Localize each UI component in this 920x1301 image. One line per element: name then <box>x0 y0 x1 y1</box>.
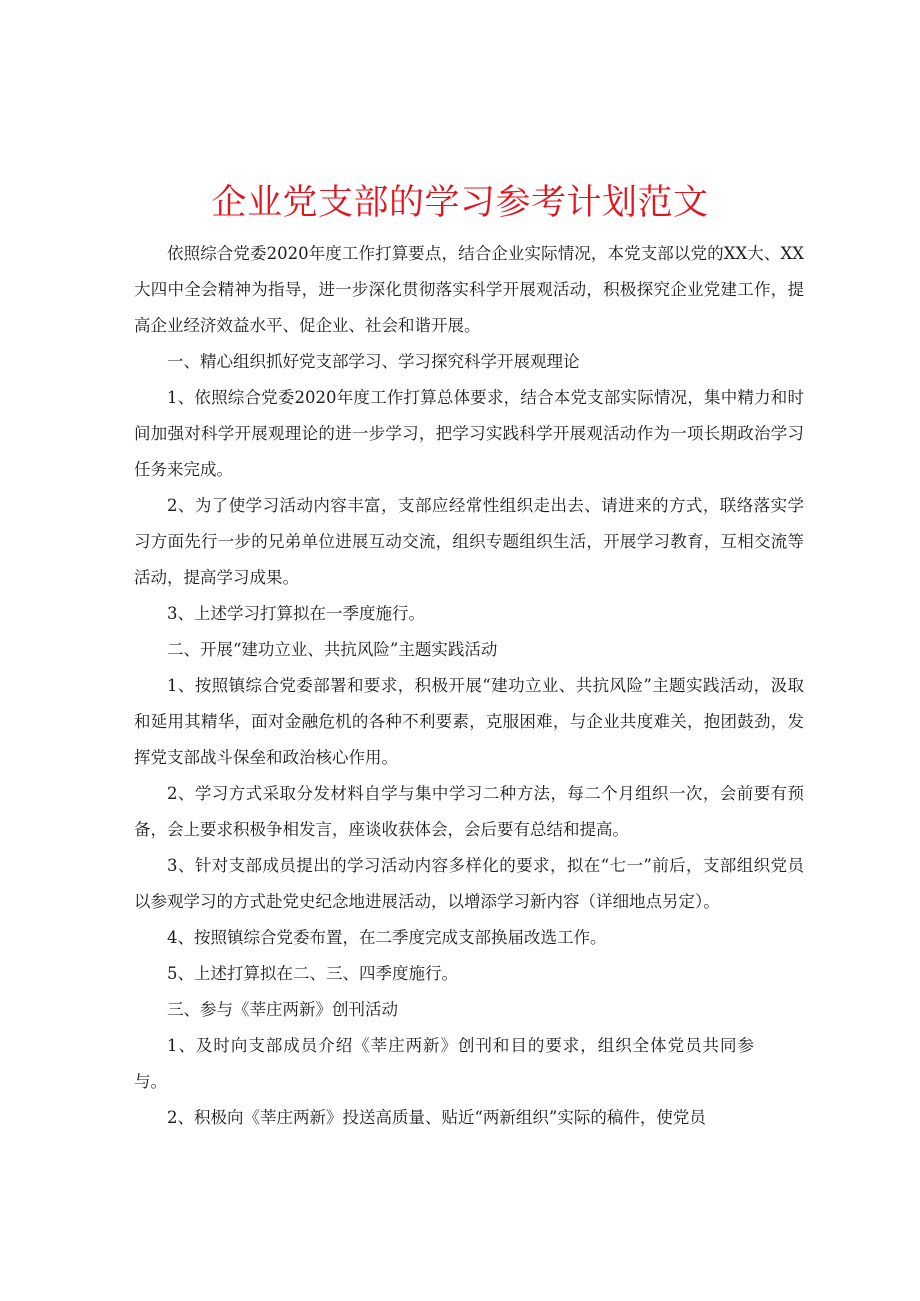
section-1-item-1: 1、依照综合党委2020年度工作打算总体要求，结合本党支部实际情况，集中精力和时间加强对科学开展观理论的进一步学习，把学习实践科学开展观活动作为一项长期政治学习任务来完成。 <box>134 388 804 479</box>
section-heading-2: 二、开展“建功立业、共抗风险”主题实践活动 <box>167 640 498 659</box>
section-3-item-2: 2、积极向《莘庄两新》投送高质量、贴近“两新组织”实际的稿件，使党员 <box>167 1108 706 1127</box>
section-2-item-4: 4、按照镇综合党委布置，在二季度完成支部换届改选工作。 <box>167 928 607 947</box>
document-body <box>134 236 804 1136</box>
section-heading-1: 一、精心组织抓好党支部学习、学习探究科学开展观理论 <box>167 352 580 371</box>
section-heading-3: 三、参与《莘庄两新》创刊活动 <box>167 1000 398 1019</box>
section-2-item-1: 1、按照镇综合党委部署和要求，积极开展“建功立业、共抗风险”主题实践活动，汲取和延用其精华，面对金融危机的各种不利要素，克服困难，与企业共度难关，抱团鼓劲，发挥党支部战斗保垒和政治核心作用。 <box>134 676 804 767</box>
section-1-item-3: 3、上述学习打算拟在一季度施行。 <box>167 604 425 623</box>
section-2-item-5: 5、上述打算拟在二、三、四季度施行。 <box>167 964 458 983</box>
intro-paragraph: 依照综合党委2020年度工作打算要点，结合企业实际情况，本党支部以党的XX大、XX大四中全会精神为指导，进一步深化贯彻落实科学开展观活动，积极探究企业党建工作，提高企业经济效益水平、促企业、社会和谐开展。 <box>134 244 804 335</box>
section-2-item-2: 2、学习方式采取分发材料自学与集中学习二种方法，每二个月组织一次，会前要有预备，会上要求积极争相发言，座谈收获体会，会后要有总结和提高。 <box>134 784 804 839</box>
section-2-item-3: 3、针对支部成员提出的学习活动内容多样化的要求，拟在“七一”前后，支部组织党员以参观学习的方式赴党史纪念地进展活动，以增添学习新内容（详细地点另定）。 <box>134 856 804 911</box>
section-1-item-2: 2、为了使学习活动内容丰富，支部应经常性组织走出去、请进来的方式，联络落实学习方面先行一步的兄弟单位进展互动交流，组织专题组织生活，开展学习教育，互相交流等活动，提高学习成果。 <box>134 496 804 587</box>
document-title: 企业党支部的学习参考计划范文 <box>211 183 709 223</box>
section-3-item-1: 1、及时向支部成员介绍《莘庄两新》创刊和目的要求，组织全体党员共同参与。 <box>134 1036 754 1091</box>
